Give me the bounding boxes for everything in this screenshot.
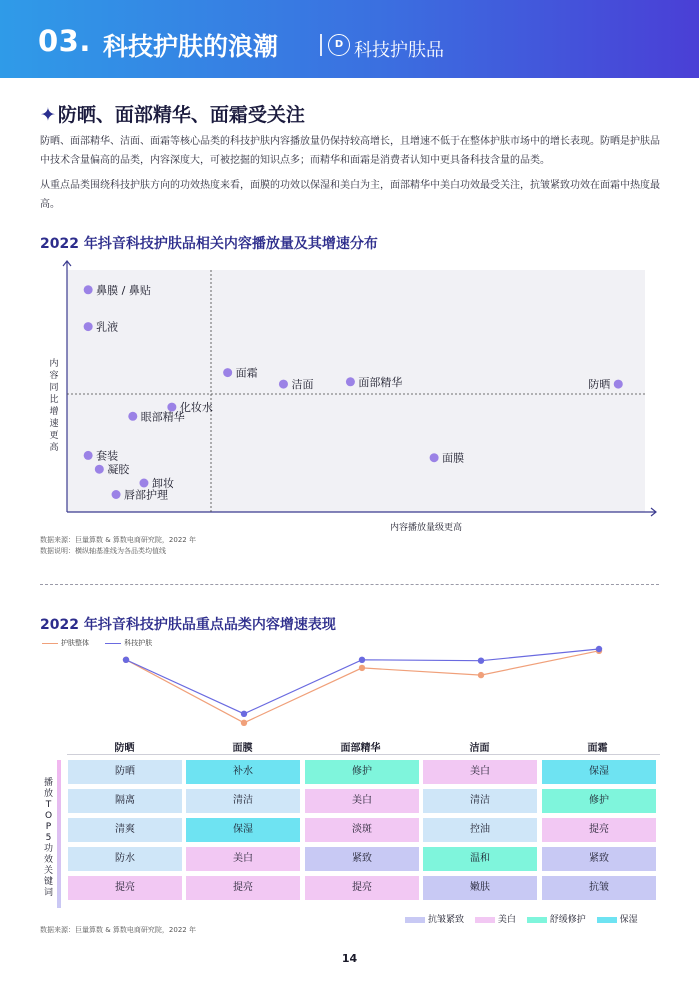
keyword-cell: 温和 [423,847,537,871]
legend-label-moisture: 保湿 [619,915,638,925]
scatter-x-axis-label: 内容播放量级更高 [389,523,463,533]
col-head-cream: 面霜 [587,743,608,754]
line-point [359,665,365,671]
legend-antiaging [405,912,464,925]
scatter-point-label: 套装 [96,449,119,463]
star-icon: ✦ [40,104,56,126]
keyword-cell: 淡斑 [305,818,419,842]
legend-label-tech: 科技护肤 [124,639,153,647]
legend-swatch-whitening [475,917,495,923]
scatter-point-label: 化妆水 [179,401,213,415]
line-point [241,711,247,717]
chapter-number: 03. [38,24,91,58]
keyword-side-bar [57,760,61,908]
scatter-point-label: 鼻膜 / 鼻贴 [96,283,151,297]
legend-label-antiaging: 抗皱紧致 [428,915,465,925]
brand-logo-icon: D [328,34,350,56]
legend-swatch-antiaging [405,917,425,923]
legend-swatch-moisture [597,917,617,923]
keyword-cell: 修护 [305,760,419,784]
scatter-point-label: 面部精华 [358,375,403,389]
chart2-source-note: 数据来源：巨量算数 & 算数电商研究院，2022 年 [40,926,196,934]
legend-label-overall: 护肤整体 [61,639,89,647]
legend-label-whitening: 美白 [497,915,516,925]
keyword-cell: 提亮 [186,876,300,900]
chapter-title: 科技护肤的浪潮 [103,32,279,61]
keyword-table-header [67,735,660,755]
legend-whitening [475,912,516,925]
scatter-point-label: 面霜 [235,366,258,380]
keyword-cell: 提亮 [305,876,419,900]
legend-label-soothing: 舒缓修护 [549,915,586,925]
scatter-point-label: 乳液 [96,320,119,334]
scatter-point-label: 凝胶 [107,463,130,477]
scatter-y-axis-label: 内容同比增速更高 [49,359,59,453]
keyword-cell: 提亮 [542,818,656,842]
keyword-cell: 清爽 [68,818,182,842]
keyword-cell: 保湿 [186,818,300,842]
col-head-sunscreen: 防晒 [114,743,135,754]
keyword-cell: 控油 [423,818,537,842]
keyword-cell: 保湿 [542,760,656,784]
keyword-cell: 隔离 [68,789,182,813]
scatter-point-label: 面膜 [442,451,465,465]
line-point [478,672,484,678]
col-head-serum: 面部精华 [340,743,381,754]
col-head-cleanser: 洁面 [469,743,490,754]
line-point [596,646,602,652]
keyword-cell: 清洁 [186,789,300,813]
keyword-cell: 防晒 [68,760,182,784]
paragraph-1: 防晒、面部精华、洁面、面霜等核心品类的科技护肤内容播放量仍保持较高增长，且增速不低于在整体护肤市场中的增长表现。防晒是护肤品中技术含量偏高的品类，内容深度大，可被挖掘的知识点多；而精华和面霜是消费者认知中更具备科技含量的品类。 [40,136,660,166]
line-point [241,720,247,726]
legend-moisture [597,912,638,925]
category-legend [405,912,646,925]
keyword-cell: 紧致 [305,847,419,871]
keyword-cell: 修护 [542,789,656,813]
line-point [123,657,129,663]
chart2-title: 2022 年抖音科技护肤品重点品类内容增速表现 [40,617,336,633]
keyword-cell: 防水 [68,847,182,871]
keyword-cell: 美白 [305,789,419,813]
scatter-point-label: 卸妆 [151,477,174,490]
keyword-cell: 抗皱 [542,876,656,900]
chart1-desc-note: 数据说明：横纵轴基准线为各品类均值线 [40,547,166,555]
col-head-mask: 面膜 [232,743,253,754]
scatter-point-label: 唇部护理 [124,488,169,502]
scatter-point-label: 防晒 [588,378,611,392]
line-point [478,658,484,664]
line-point [359,657,365,663]
keyword-cell: 美白 [186,847,300,871]
paragraph-2: 从重点品类围绕科技护肤方向的功效热度来看，面膜的功效以保湿和美白为主，面部精华中美白功效最受关注，抗皱紧致功效在面霜中热度最高。 [40,180,660,210]
legend-swatch-soothing [527,917,547,923]
scatter-point-label: 眼部精华 [140,410,185,424]
keyword-cell: 提亮 [68,876,182,900]
chart1-source-note: 数据来源：巨量算数 & 算数电商研究院，2022 年 [40,536,196,544]
section-title-text: 防晒、面部精华、面霜受关注 [57,104,305,126]
keyword-cell: 紧致 [542,847,656,871]
keyword-cell: 补水 [186,760,300,784]
legend-soothing [527,912,586,925]
page-number: 14 [341,952,358,965]
chapter-subtitle: 科技护肤品 [354,40,444,61]
keyword-side-label: 播放TOP5功效关键词 [43,778,53,898]
keyword-cell: 清洁 [423,789,537,813]
keyword-cell: 美白 [423,760,537,784]
scatter-point-label: 洁面 [291,378,314,392]
chart1-title: 2022 年抖音科技护肤品相关内容播放量及其增速分布 [40,236,378,252]
keyword-cell: 嫩肤 [423,876,537,900]
